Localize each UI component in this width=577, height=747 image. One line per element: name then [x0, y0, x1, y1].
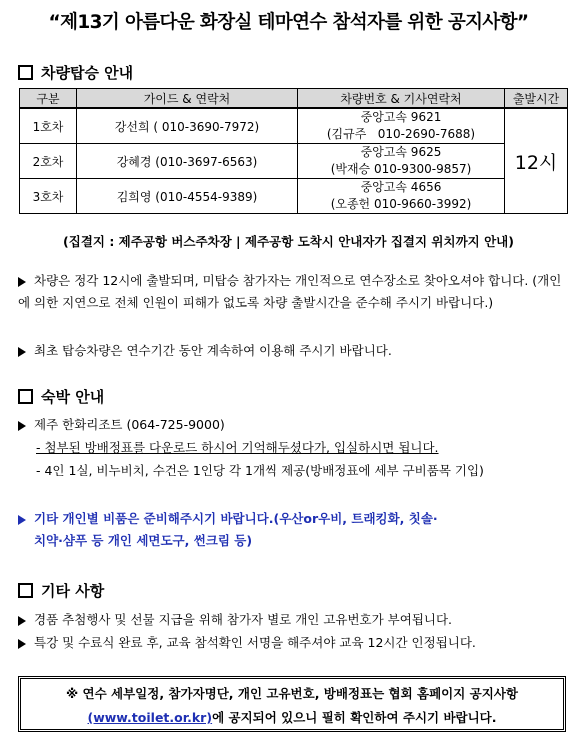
bullet-text: 최초 탑승차량은 연수기간 동안 계속하여 이용해 주시기 바랍니다. — [34, 343, 392, 358]
bus-table — [19, 88, 568, 214]
lodging-dash-1 — [36, 437, 566, 459]
triangle-bullet-icon — [18, 421, 26, 431]
vehicle-contact — [298, 108, 505, 144]
notice-line-2: 치약·샴푸 등 개인 세면도구, 썬크림 등) — [34, 533, 253, 548]
etc-bullet-2 — [18, 632, 566, 654]
etc-bullet-1 — [18, 609, 566, 631]
footer-line-2 — [21, 706, 563, 730]
dash-text: - 첨부된 방배정표를 다운로드 하시어 기억해두셨다가, 입실하시면 됩니다. — [36, 440, 439, 455]
section-heading-label: 차량탑승 안내 — [41, 64, 134, 82]
table-row — [20, 144, 568, 179]
header-vehicle: 차량번호 & 기사연락처 — [298, 89, 505, 109]
driver-contact: (오종헌 010-9660-3992) — [330, 197, 472, 211]
car-number: 2호차 — [20, 144, 77, 179]
vehicle-number: 중앙고속 4656 — [360, 180, 442, 194]
square-bullet-icon — [18, 583, 33, 598]
section-heading-etc — [18, 580, 104, 601]
vehicle-contact — [298, 179, 505, 214]
bus-bullet-1 — [18, 270, 566, 314]
personal-items-notice — [18, 508, 566, 552]
bullet-text: 차량은 정각 12시에 출발되며, 미탑승 참가자는 개인적으로 연수장소로 찾아오셔야 합니다. (개인에 의한 지연으로 전체 인원이 피해가 없도록 차량 출발시간을 준수해 주시기 바랍니다.) — [18, 273, 562, 310]
lodging-dash-2 — [36, 460, 566, 482]
triangle-bullet-icon — [18, 616, 26, 626]
table-row — [20, 179, 568, 214]
footer-line-2-text: 에 공지되어 있으니 필히 확인하여 주시기 바랍니다. — [212, 710, 497, 725]
meeting-point-note: (집결지 : 제주공항 버스주차장 | 제주공항 도착시 안내자가 집결지 위치까지 안내) — [63, 234, 514, 249]
car-number: 3호차 — [20, 179, 77, 214]
header-departure: 출발시간 — [505, 89, 568, 109]
guide-contact: 강혜경 (010-3697-6563) — [77, 144, 298, 179]
guide-contact: 김희영 (010-4554-9389) — [77, 179, 298, 214]
notice-line-1: 기타 개인별 비품은 준비해주시기 바랍니다.(우산or우비, 트래킹화, 칫솔· — [34, 511, 438, 526]
homepage-link[interactable]: (www.toilet.or.kr) — [87, 710, 213, 725]
bullet-text: 경품 추첨행사 및 선물 지급을 위해 참가자 별로 개인 고유번호가 부여됩니다. — [34, 612, 453, 627]
vehicle-number: 중앙고속 9621 — [360, 110, 442, 124]
triangle-bullet-icon — [18, 277, 26, 287]
driver-contact: (박재승 010-9300-9857) — [330, 162, 472, 176]
footer-line-1: ※ 연수 세부일정, 참가자명단, 개인 고유번호, 방배정표는 협회 홈페이지 공지사항 — [66, 686, 518, 701]
section-heading-bus — [18, 62, 133, 83]
triangle-bullet-icon — [18, 515, 26, 525]
vehicle-contact — [298, 144, 505, 179]
footer-notice-box — [18, 676, 566, 732]
header-division: 구분 — [20, 89, 77, 109]
triangle-bullet-icon — [18, 347, 26, 357]
bus-bullet-2 — [18, 340, 566, 362]
place-text: 제주 한화리조트 (064-725-9000) — [34, 417, 225, 432]
section-heading-label: 숙박 안내 — [41, 388, 105, 406]
triangle-bullet-icon — [18, 639, 26, 649]
departure-time: 12시 — [505, 108, 568, 214]
section-heading-label: 기타 사항 — [41, 582, 105, 600]
guide-contact: 강선희 ( 010-3690-7972) — [77, 108, 298, 144]
car-number: 1호차 — [20, 108, 77, 144]
section-heading-lodging — [18, 386, 104, 407]
dash-text: - 4인 1실, 비누비치, 수건은 1인당 각 1개씩 제공(방배정표에 세부 구비품목 기입) — [36, 463, 484, 478]
page-title: “제13기 아름다운 화장실 테마연수 참석자를 위한 공지사항” — [48, 12, 529, 33]
header-guide: 가이드 & 연락처 — [77, 89, 298, 109]
driver-contact: (김규주 010-2690-7688) — [326, 127, 476, 141]
square-bullet-icon — [18, 65, 33, 80]
lodging-place — [18, 414, 566, 436]
table-row — [20, 108, 568, 144]
table-header-row — [20, 89, 568, 109]
vehicle-number: 중앙고속 9625 — [360, 145, 442, 159]
bullet-text: 특강 및 수료식 완료 후, 교육 참석확인 서명을 해주셔야 교육 12시간 인정됩니다. — [34, 635, 476, 650]
square-bullet-icon — [18, 389, 33, 404]
